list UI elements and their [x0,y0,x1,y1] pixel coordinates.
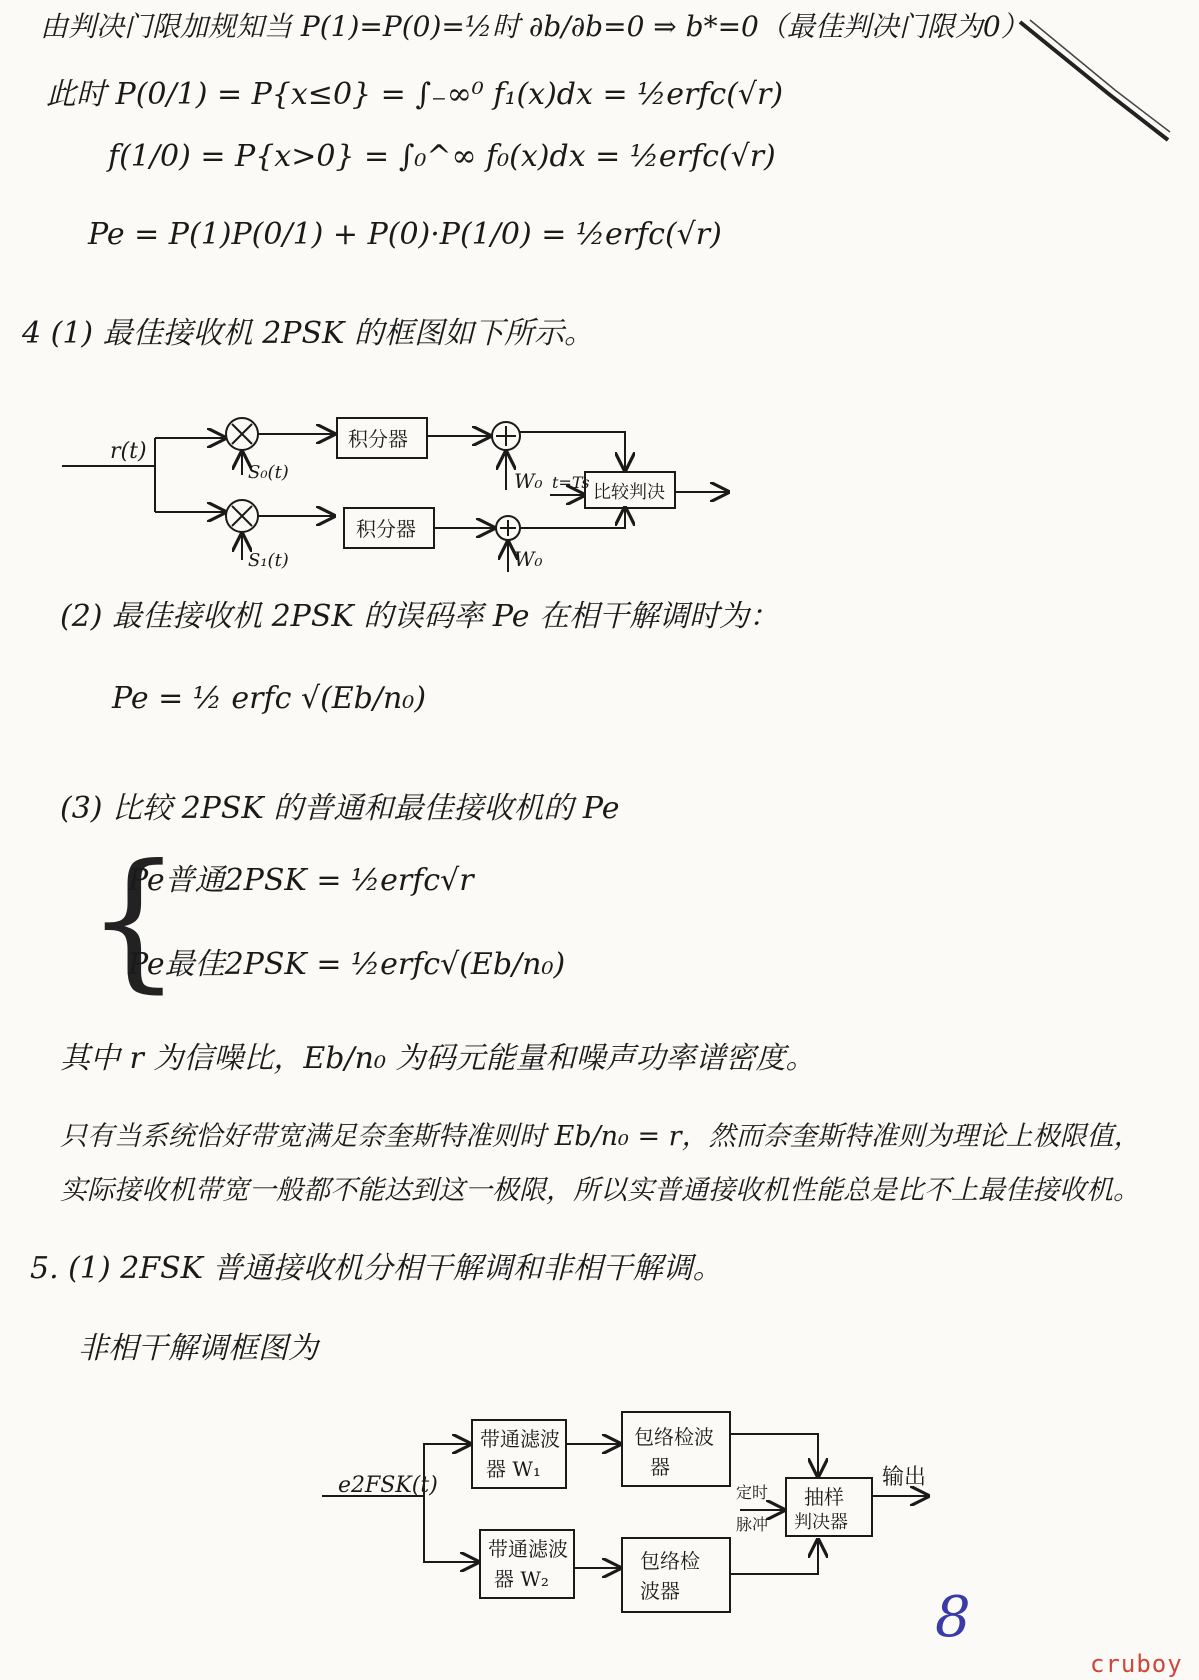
ref-w0-bottom: W₀ [514,547,543,571]
heading-q4-1: 4 (1) 最佳接收机 2PSK 的框图如下所示。 [22,316,594,351]
line-threshold: 由判决门限加规知当 P(1)=P(0)=½时 ∂b/∂b=0 ⇒ b*=0（最佳判决门限为0） [40,10,1029,43]
fsk-input-label: e2FSK(t) [338,1473,438,1498]
comparator-label: 比较判决 [593,482,665,503]
ref-s0: S₀(t) [248,462,289,483]
decision-l1: 抽样 [804,1485,844,1509]
watermark: cruboy [1090,1650,1183,1678]
input-label: r(t) [110,439,147,464]
envelope-top [622,1412,730,1486]
env-bottom-l2: 波器 [640,1579,680,1603]
env-top-l1: 包络检波 [634,1425,714,1449]
label-noncoherent: 非相干解调框图为 [78,1331,318,1366]
bpf-bottom-l2: 器 W₂ [494,1567,549,1591]
formula-pe-best-2psk: Pe最佳2PSK = ½erfc√(Eb/n₀) [128,947,566,982]
line-pe: Pe = P(1)P(0/1) + P(0)·P(1/0) = ½erfc(√r) [88,217,722,252]
bpf-bottom-l1: 带通滤波 [488,1537,568,1561]
line-nyquist-2: 实际接收机带宽一般都不能达到这一极限，所以实普通接收机性能总是比不上最佳接收机。 [60,1175,1140,1206]
page-number: 8 [935,1585,971,1650]
bpf-top-l1: 带通滤波 [480,1427,560,1451]
heading-q4-2: (2) 最佳接收机 2PSK 的误码率 Pe 在相干解调时为： [60,599,780,634]
line-nyquist-1: 只有当系统恰好带宽满足奈奎斯特准则时 Eb/n₀ = r，然而奈奎斯特准则为理论上极限值， [60,1121,1141,1152]
pen-stroke-decoration [0,0,1199,200]
sample-label: t=Ts [552,473,590,492]
integrator-top-label: 积分器 [348,427,408,451]
bpf-top-l2: 器 W₁ [486,1457,541,1481]
env-bottom-l1: 包络检 [640,1549,700,1573]
ref-w0-top: W₀ [514,469,543,493]
curly-brace: { [86,833,182,1007]
timing-l2: 脉冲 [736,1515,769,1534]
timing-l1: 定时 [736,1483,769,1502]
line-p01: 此时 P(0/1) = P{x≤0} = ∫₋∞⁰ f₁(x)dx = ½erfc(√r) [46,77,784,112]
formula-pe-best: Pe = ½ erfc √(Eb/n₀) [112,681,427,716]
decision-l2: 判决器 [794,1512,848,1533]
output-label: 输出 [882,1465,927,1490]
heading-q4-3: (3) 比较 2PSK 的普通和最佳接收机的 Pe [60,791,620,826]
line-definitions: 其中 r 为信噪比，Eb/n₀ 为码元能量和噪声功率谱密度。 [60,1041,816,1076]
heading-q5-1: 5. (1) 2FSK 普通接收机分相干解调和非相干解调。 [30,1251,723,1286]
ref-s1: S₁(t) [248,550,289,571]
env-top-l2: 器 [650,1455,670,1479]
formula-pe-normal: Pe普通2PSK = ½erfc√r [128,863,474,898]
integrator-bottom-label: 积分器 [356,517,416,541]
line-p10: f(1/0) = P{x>0} = ∫₀^∞ f₀(x)dx = ½erfc(√r) [108,139,776,174]
